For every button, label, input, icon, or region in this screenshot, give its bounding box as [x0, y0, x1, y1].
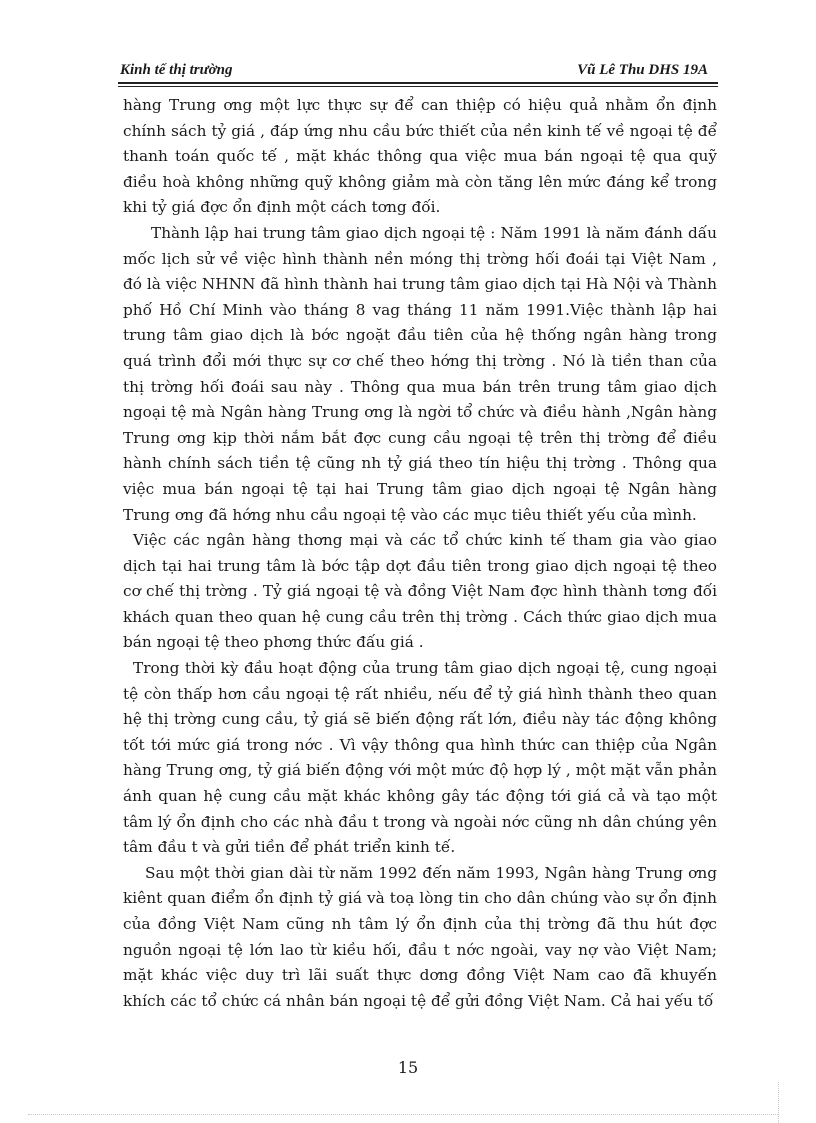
paragraph-4: Trong thời kỳ đầu hoạt động của trung tâm giao dịch ngoại tệ, cung ngoại tệ còn thấp hơn cầu ngoại tệ rất nhiều, nếu để tỷ giá hình thành theo quan hệ thị trờng cung cầu, tỷ giá sẽ biến động rất lớn, điều này tác động không tốt tới mức giá trong nớc . Vì vậy thông qua hình thức can thiệp của Ngân hàng Trung ơng, tỷ giá biến động với một mức độ hợp lý , một mặt vẫn phản ánh quan hệ cung cầu mặt khác không gây tác động tới giá cả và tạo một tâm lý ổn định cho các nhà đầu t trong và ngoài nớc cũng nh dân chúng yên tâm đầu t và gửi tiền để phát triển kinh tế. — [123, 659, 717, 857]
body-text — [123, 93, 717, 1014]
page-header — [118, 58, 718, 82]
page-number: 15 — [397, 1058, 419, 1077]
header-rule — [118, 82, 718, 84]
side-dotted-line — [778, 1082, 779, 1123]
paragraph-2: Thành lập hai trung tâm giao dịch ngoại tệ : Năm 1991 là năm đánh dấu mốc lịch sử về việc hình thành nền móng thị trờng hối đoái tại Việt Nam , đó là việc NHNN đã hình thành hai trung tâm giao dịch tại Hà Nội và Thành phố Hồ Chí Minh vào tháng 8 vag tháng 11 năm 1991.Việc thành lập hai trung tâm giao dịch là bớc ngoặt đầu tiên của hệ thống ngân hàng trong quá trình đổi mới thực sự cơ chế theo hớng thị trờng . Nó là tiền than của thị trờng hối đoái sau này . Thông qua mua bán trên trung tâm giao dịch ngoại tệ mà Ngân hàng Trung ơng là ngời tổ chức và điều hành ,Ngân hàng Trung ơng kịp thời nắm bắt đợc cung cầu ngoại tệ trên thị trờng để điều hành chính sách tiền tệ cũng nh tỷ giá theo tín hiệu thị trờng . Thông qua việc mua bán ngoại tệ tại hai Trung tâm giao dịch ngoại tệ Ngân hàng Trung ơng đã hớng nhu cầu ngoại tệ vào các mục tiêu thiết yếu của mình. — [123, 223, 717, 524]
header-left-title: Kinh tế thị trường — [120, 62, 233, 78]
header-rule-thin — [118, 86, 718, 87]
footer-dotted-line — [28, 1114, 778, 1115]
paragraph-3: Việc các ngân hàng thơng mại và các tổ chức kinh tế tham gia vào giao dịch tại hai trung tâm là bớc tập dợt đầu tiên trong giao dịch ngoại tệ theo cơ chế thị trờng . Tỷ giá ngoại tệ và đồng Việt Nam đợc hình thành tơng đối khách quan theo quan hệ cung cầu trên thị trờng . Cách thức giao dịch mua bán ngoại tệ theo phơng thức đấu giá . — [123, 531, 717, 652]
paragraph-5: Sau một thời gian dài từ năm 1992 đến năm 1993, Ngân hàng Trung ơng kiênt quan điểm ổn định tỷ giá và toạ lòng tin cho dân chúng vào sự ổn định của đồng Việt Nam cũng nh tâm lý ổn định của thị trờng đã thu hút đợc nguồn ngoại tệ lớn lao từ kiều hối, đầu t nớc ngoài, vay nợ vào Việt Nam; mặt khác việc duy trì lãi suất thực dơng đồng Việt Nam cao đã khuyến khích các tổ chức cá nhân bán ngoại tệ để gửi đồng Việt Nam. Cả hai yếu tố — [123, 863, 717, 1010]
header-right-author: Vũ Lê Thu DHS 19A — [577, 62, 708, 78]
paragraph-1: hàng Trung ơng một lực thực sự để can thiệp có hiệu quả nhằm ổn định chính sách tỷ giá , đáp ứng nhu cầu bức thiết của nền kinh tế về ngoại tệ để thanh toán quốc tế , mặt khác thông qua việc mua bán ngoại tệ qua quỹ điều hoà không những quỹ không giảm mà còn tăng lên mức đáng kể trong khi tỷ giá đợc ổn định một cách tơng đối. — [123, 96, 717, 217]
